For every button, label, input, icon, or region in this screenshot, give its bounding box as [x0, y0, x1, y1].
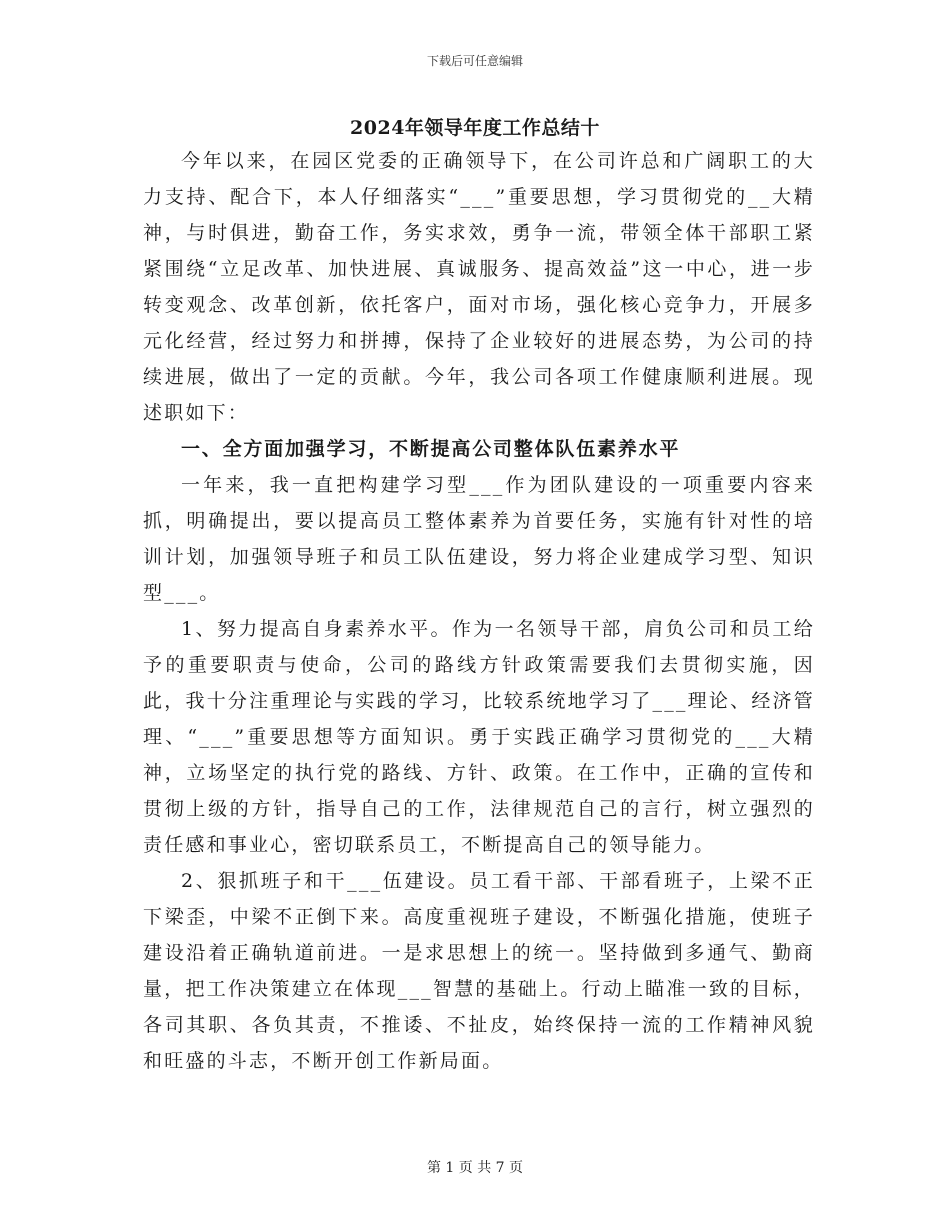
intro-paragraph: 今年以来，在园区党委的正确领导下，在公司许总和广阔职工的大力支持、配合下，本人仔细落实“___”重要思想，学习贯彻党的__大精神，与时俱进，勤奋工作，务实求效，勇争一流，带领全体干部职工紧紧围绕“立足改革、加快进展、真诚服务、提高效益”这一中心，进一步转变观念、改革创新，依托客户，面对市场，强化核心竞争力，开展多元化经营，经过努力和拼搏，保持了企业较好的进展态势，为公司的持续进展，做出了一定的贡献。今年，我公司各项工作健康顺利进展。现述职如下：	[143, 150, 815, 424]
page-footer: 第 1 页 共 7 页	[426, 1160, 524, 1176]
section-heading: 一、全方面加强学习，不断提高公司整体队伍素养水平	[181, 438, 681, 460]
document-body	[143, 143, 815, 1079]
body-paragraph: 一年来，我一直把构建学习型___作为团队建设的一项重要内容来抓，明确提出，要以提高员工整体素养为首要任务，实施有针对性的培训计划，加强领导班子和员工队伍建设，努力将企业建成学习型、知识型___。	[143, 474, 815, 604]
document-title: 2024年领导年度工作总结十	[350, 117, 600, 139]
body-paragraph: 1、努力提高自身素养水平。作为一名领导干部，肩负公司和员工给予的重要职责与使命，公司的路线方针政策需要我们去贯彻实施，因此，我十分注重理论与实践的学习，比较系统地学习了___理论、经济管理、“___”重要思想等方面知识。勇于实践正确学习贯彻党的___大精神，立场坚定的执行党的路线、方针、政策。在工作中，正确的宣传和贯彻上级的方针，指导自己的工作，法律规范自己的言行，树立强烈的责任感和事业心，密切联系员工，不断提高自己的领导能力。	[143, 618, 815, 856]
body-paragraph: 2、狠抓班子和干___伍建设。员工看干部、干部看班子，上梁不正下梁歪，中梁不正倒下来。高度重视班子建设，不断强化措施，使班子建设沿着正确轨道前进。一是求思想上的统一。坚持做到多通气、勤商量，把工作决策建立在体现___智慧的基础上。行动上瞄准一致的目标，各司其职、各负其责，不推诿、不扯皮，始终保持一流的工作精神风貌和旺盛的斗志，不断开创工作新局面。	[143, 870, 815, 1072]
header-note: 下载后可任意编辑	[426, 54, 523, 68]
